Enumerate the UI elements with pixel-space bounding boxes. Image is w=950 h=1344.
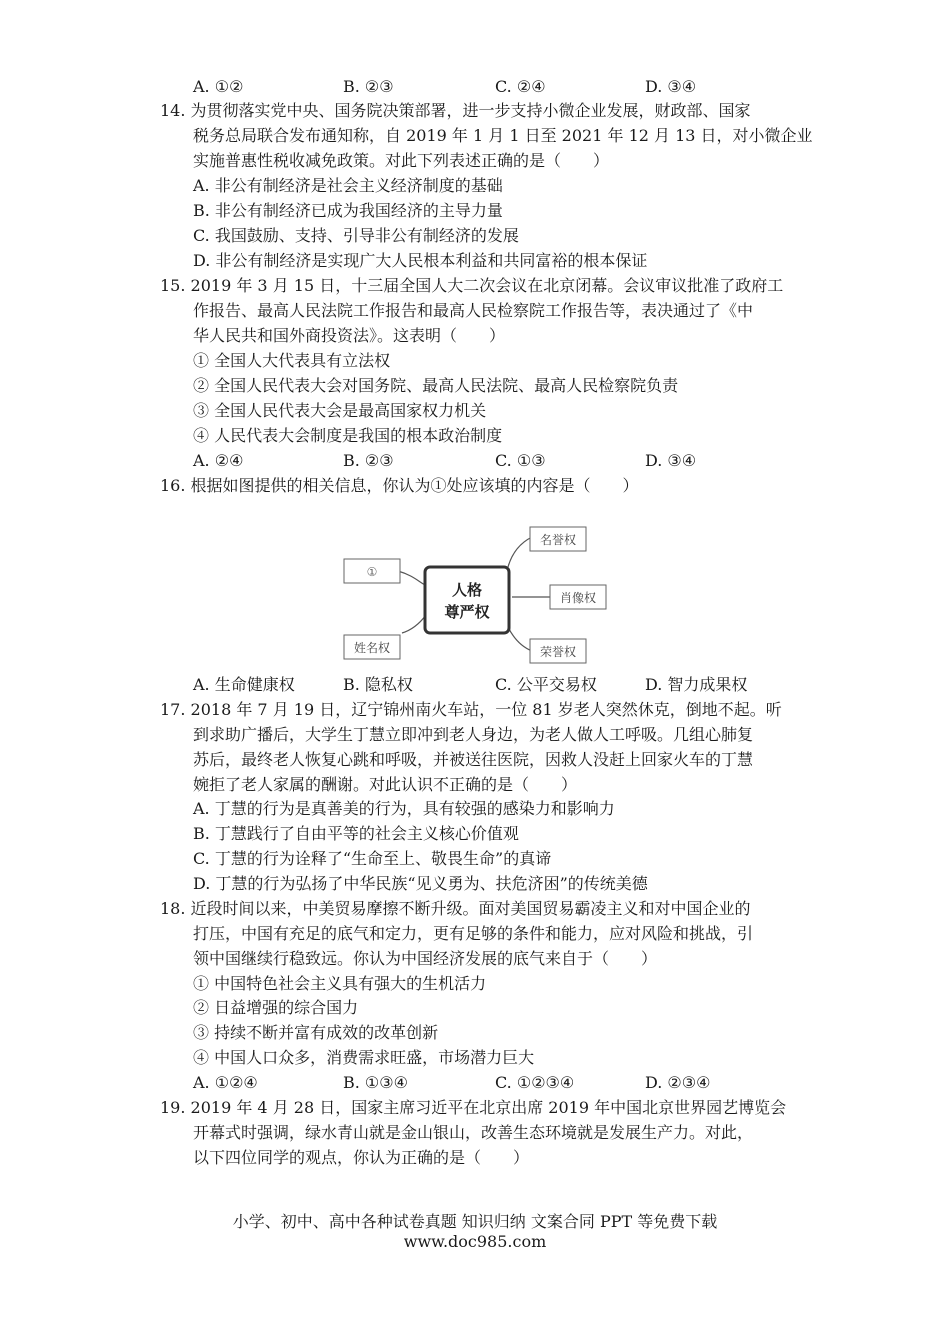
q18-stem-line-2: 打压，中国有充足的底气和定力，更有足够的条件和能力，应对风险和挑战，引 — [193, 924, 754, 943]
q17-stem-line-2: 到求助广播后，大学生丁慧立即冲到老人身边，为老人做人工呼吸。几组心肺复 — [193, 725, 754, 744]
q14-option-a: A. 非公有制经济是社会主义经济制度的基础 — [193, 176, 503, 195]
q18-item-1: ① 中国特色社会主义具有强大的生机活力 — [193, 974, 487, 993]
q13-option-d: D. ③④ — [645, 77, 697, 96]
q15-item-3: ③ 全国人民代表大会是最高国家权力机关 — [193, 401, 487, 420]
q17-stem-line-4: 婉拒了老人家属的酬谢。对此认识不正确的是（ ） — [193, 775, 578, 794]
q17-stem-line-3: 苏后，最终老人恢复心跳和呼吸，并被送往医院，因救人没赶上回家火车的丁慧 — [193, 750, 754, 769]
center-label-line-1: 人格 — [451, 581, 483, 599]
connector-name — [402, 615, 426, 633]
footer-website[interactable]: www.doc985.com — [403, 1232, 547, 1251]
q14-option-b: B. 非公有制经济已成为我国经济的主导力量 — [193, 201, 503, 220]
reputation-label: 名誉权 — [539, 533, 577, 547]
q18-item-3: ③ 持续不断并富有成效的改革创新 — [193, 1023, 439, 1042]
q16-stem-line-1: 16. 根据如图提供的相关信息，你认为①处应该填的内容是（ ） — [160, 476, 639, 495]
q17-option-a: A. 丁慧的行为是真善美的行为，具有较强的感染力和影响力 — [193, 799, 615, 818]
q16-option-d: D. 智力成果权 — [645, 675, 748, 694]
q18-item-4: ④ 中国人口众多，消费需求旺盛，市场潜力巨大 — [193, 1048, 535, 1067]
q14-stem-line-2: 税务总局联合发布通知称，自 2019 年 1 月 1 日至 2021 年 12 月 13 日，对小微企业 — [193, 126, 813, 145]
q15-item-4: ④ 人民代表大会制度是我国的根本政治制度 — [193, 426, 503, 445]
footer-promo-text: 小学、初中、高中各种试卷真题 知识归纳 文案合同 PPT 等免费下载 — [232, 1212, 718, 1231]
center-label-line-2: 尊严权 — [444, 603, 490, 621]
q15-option-b: B. ②③ — [343, 451, 394, 470]
connector-blank — [398, 571, 425, 585]
rights-diagram — [330, 515, 620, 675]
q17-option-c: C. 丁慧的行为诠释了“生命至上、敬畏生命”的真谛 — [193, 849, 552, 868]
q17-stem-line-1: 17. 2018 年 7 月 19 日，辽宁锦州南火车站，一位 81 岁老人突然休克，倒地不起。听 — [160, 700, 782, 719]
q14-option-d: D. 非公有制经济是实现广大人民根本利益和共同富裕的根本保证 — [193, 251, 648, 270]
q13-option-a: A. ①② — [193, 77, 244, 96]
q16-option-b: B. 隐私权 — [343, 675, 413, 694]
q18-stem-line-1: 18. 近段时间以来，中美贸易摩擦不断升级。面对美国贸易霸凌主义和对中国企业的 — [160, 899, 751, 918]
q15-item-2: ② 全国人民代表大会对国务院、最高人民法院、最高人民检察院负责 — [193, 376, 679, 395]
q18-option-a: A. ①②④ — [193, 1073, 258, 1092]
q15-option-a: A. ②④ — [193, 451, 244, 470]
q19-stem-line-1: 19. 2019 年 4 月 28 日，国家主席习近平在北京出席 2019 年中国北京世界园艺博览会 — [160, 1098, 787, 1117]
q13-option-b: B. ②③ — [343, 77, 394, 96]
q13-option-c: C. ②④ — [495, 77, 546, 96]
q18-option-c: C. ①②③④ — [495, 1073, 575, 1092]
center-box — [425, 567, 509, 633]
q16-option-c: C. 公平交易权 — [495, 675, 597, 694]
q18-item-2: ② 日益增强的综合国力 — [193, 998, 359, 1017]
honor-label: 荣誉权 — [539, 645, 577, 659]
q17-option-b: B. 丁慧践行了自由平等的社会主义核心价值观 — [193, 824, 519, 843]
blank-label: ① — [366, 565, 378, 579]
connector-honor — [508, 627, 532, 651]
q15-item-1: ① 全国人大代表具有立法权 — [193, 351, 391, 370]
q18-option-b: B. ①③④ — [343, 1073, 408, 1092]
q17-option-d: D. 丁慧的行为弘扬了中华民族“见义勇为、扶危济困”的传统美德 — [193, 874, 648, 893]
q14-stem-line-3: 实施普惠性税收减免政策。对此下列表述正确的是（ ） — [193, 151, 610, 170]
name-right-label: 姓名权 — [353, 641, 391, 655]
q15-option-d: D. ③④ — [645, 451, 697, 470]
q15-option-c: C. ①③ — [495, 451, 546, 470]
q18-stem-line-3: 领中国继续行稳致远。你认为中国经济发展的底气来自于（ ） — [193, 949, 658, 968]
q18-option-d: D. ②③④ — [645, 1073, 711, 1092]
q19-stem-line-3: 以下四位同学的观点，你认为正确的是（ ） — [193, 1148, 530, 1167]
q15-stem-line-3: 华人民共和国外商投资法》。这表明（ ） — [193, 326, 506, 345]
q19-stem-line-2: 开幕式时强调，绿水青山就是金山银山，改善生态环境就是发展生产力。对此， — [193, 1123, 754, 1142]
q16-option-a: A. 生命健康权 — [193, 675, 295, 694]
q14-stem-line-1: 14. 为贯彻落实党中央、国务院决策部署，进一步支持小微企业发展，财政部、国家 — [160, 101, 751, 120]
portrait-label: 肖像权 — [559, 591, 597, 605]
q14-option-c: C. 我国鼓励、支持、引导非公有制经济的发展 — [193, 226, 519, 245]
q15-stem-line-1: 15. 2019 年 3 月 15 日，十三届全国人大二次会议在北京闭幕。会议审议批准了政府工 — [160, 276, 784, 295]
connector-reputation — [508, 537, 532, 567]
q15-stem-line-2: 作报告、最高人民法院工作报告和最高人民检察院工作报告等，表决通过了《中 — [193, 301, 754, 320]
